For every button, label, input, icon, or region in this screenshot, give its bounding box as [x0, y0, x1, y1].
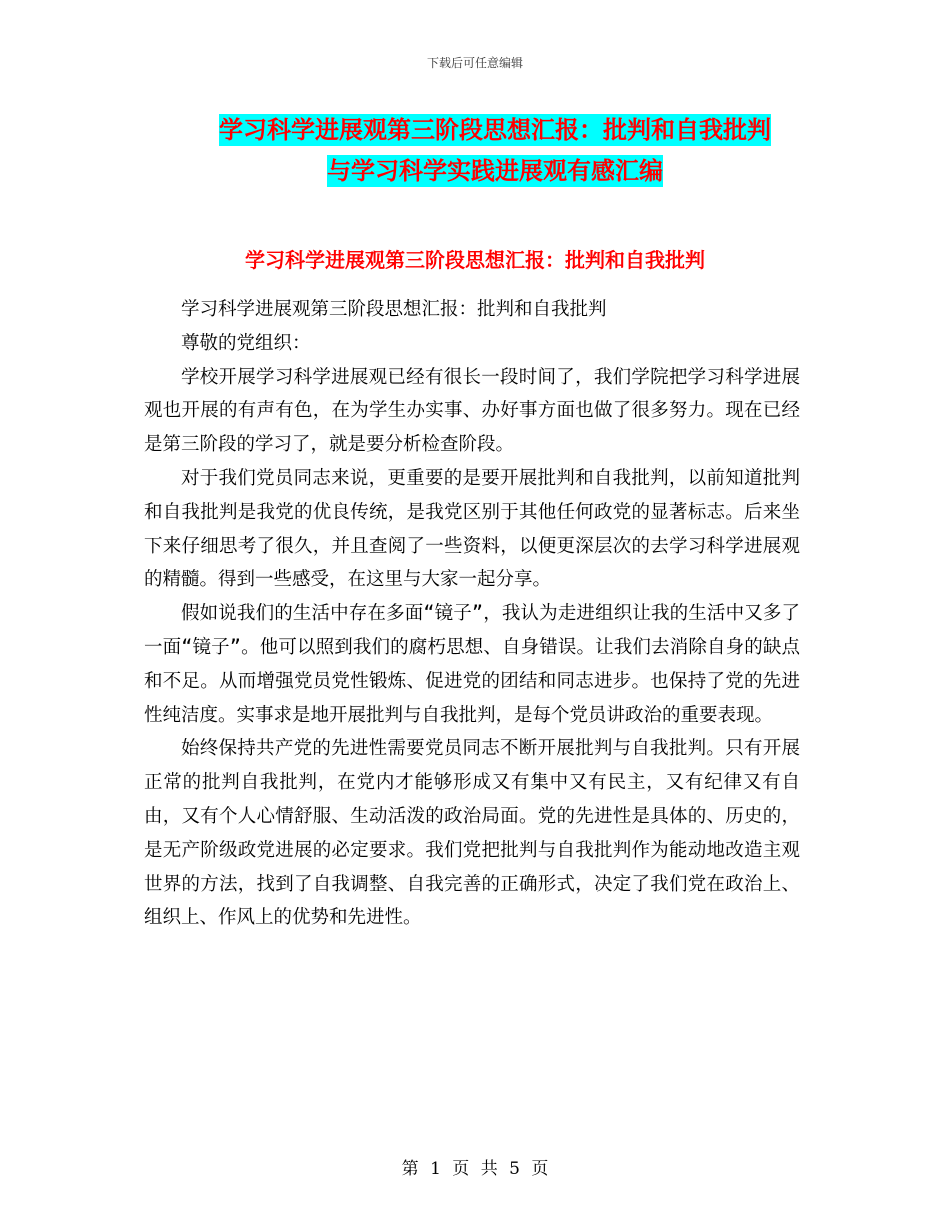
section-title: 学习科学进展观第三阶段思想汇报：批判和自我批判	[245, 248, 705, 272]
header-note: 下载后可任意编辑	[426, 56, 523, 70]
page-number: 第 1 页 共 5 页	[401, 1159, 549, 1179]
paragraph: 学习科学进展观第三阶段思想汇报：批判和自我批判	[181, 299, 607, 320]
title-line-1: 学习科学进展观第三阶段思想汇报：批判和自我批判	[219, 116, 771, 144]
paragraph: 尊敬的党组织：	[181, 332, 311, 354]
paragraph: 始终保持共产党的先进性需要党员同志不断开展批判与自我批判。只有开展正常的批判自我批判，在党内才能够形成又有集中又有民主，又有纪律又有自由，又有个人心情舒服、生动活泼的政治局面。党的先进性是具体的、历史的，是无产阶级政党进展的必定要求。我们党把批判与自我批判作为能动地改造主观世界的方法，找到了自我调整、自我完善的正确形式，决定了我们党在政治上、组织上、作风上的优势和先进性。	[144, 738, 800, 929]
paragraph: 对于我们党员同志来说，更重要的是要开展批判和自我批判，以前知道批判和自我批判是我党的优良传统，是我党区别于其他任何政党的显著标志。后来坐下来仔细思考了很久，并且查阅了一些资料，以便更深层次的去学习科学进展观的精髓。得到一些感受，在这里与大家一起分享。	[144, 467, 800, 591]
paragraph: 学校开展学习科学进展观已经有很长一段时间了，我们学院把学习科学进展观也开展的有声有色，在为学生办实事、办好事方面也做了很多努力。现在已经是第三阶段的学习了，就是要分析检查阶段。	[144, 366, 800, 456]
document-body	[144, 293, 800, 935]
document-title	[150, 110, 840, 192]
title-line-2: 与学习科学实践进展观有感汇编	[327, 157, 663, 185]
paragraph: 假如说我们的生活中存在多面“镜子”，我认为走进组织让我的生活中又多了一面“镜子”。他可以照到我们的腐朽思想、自身错误。让我们去消除自身的缺点和不足。从而增强党员党性锻炼、促进党的团结和同志进步。也保持了党的先进性纯洁度。实事求是地开展批判与自我批判，是每个党员讲政治的重要表现。	[144, 603, 800, 726]
